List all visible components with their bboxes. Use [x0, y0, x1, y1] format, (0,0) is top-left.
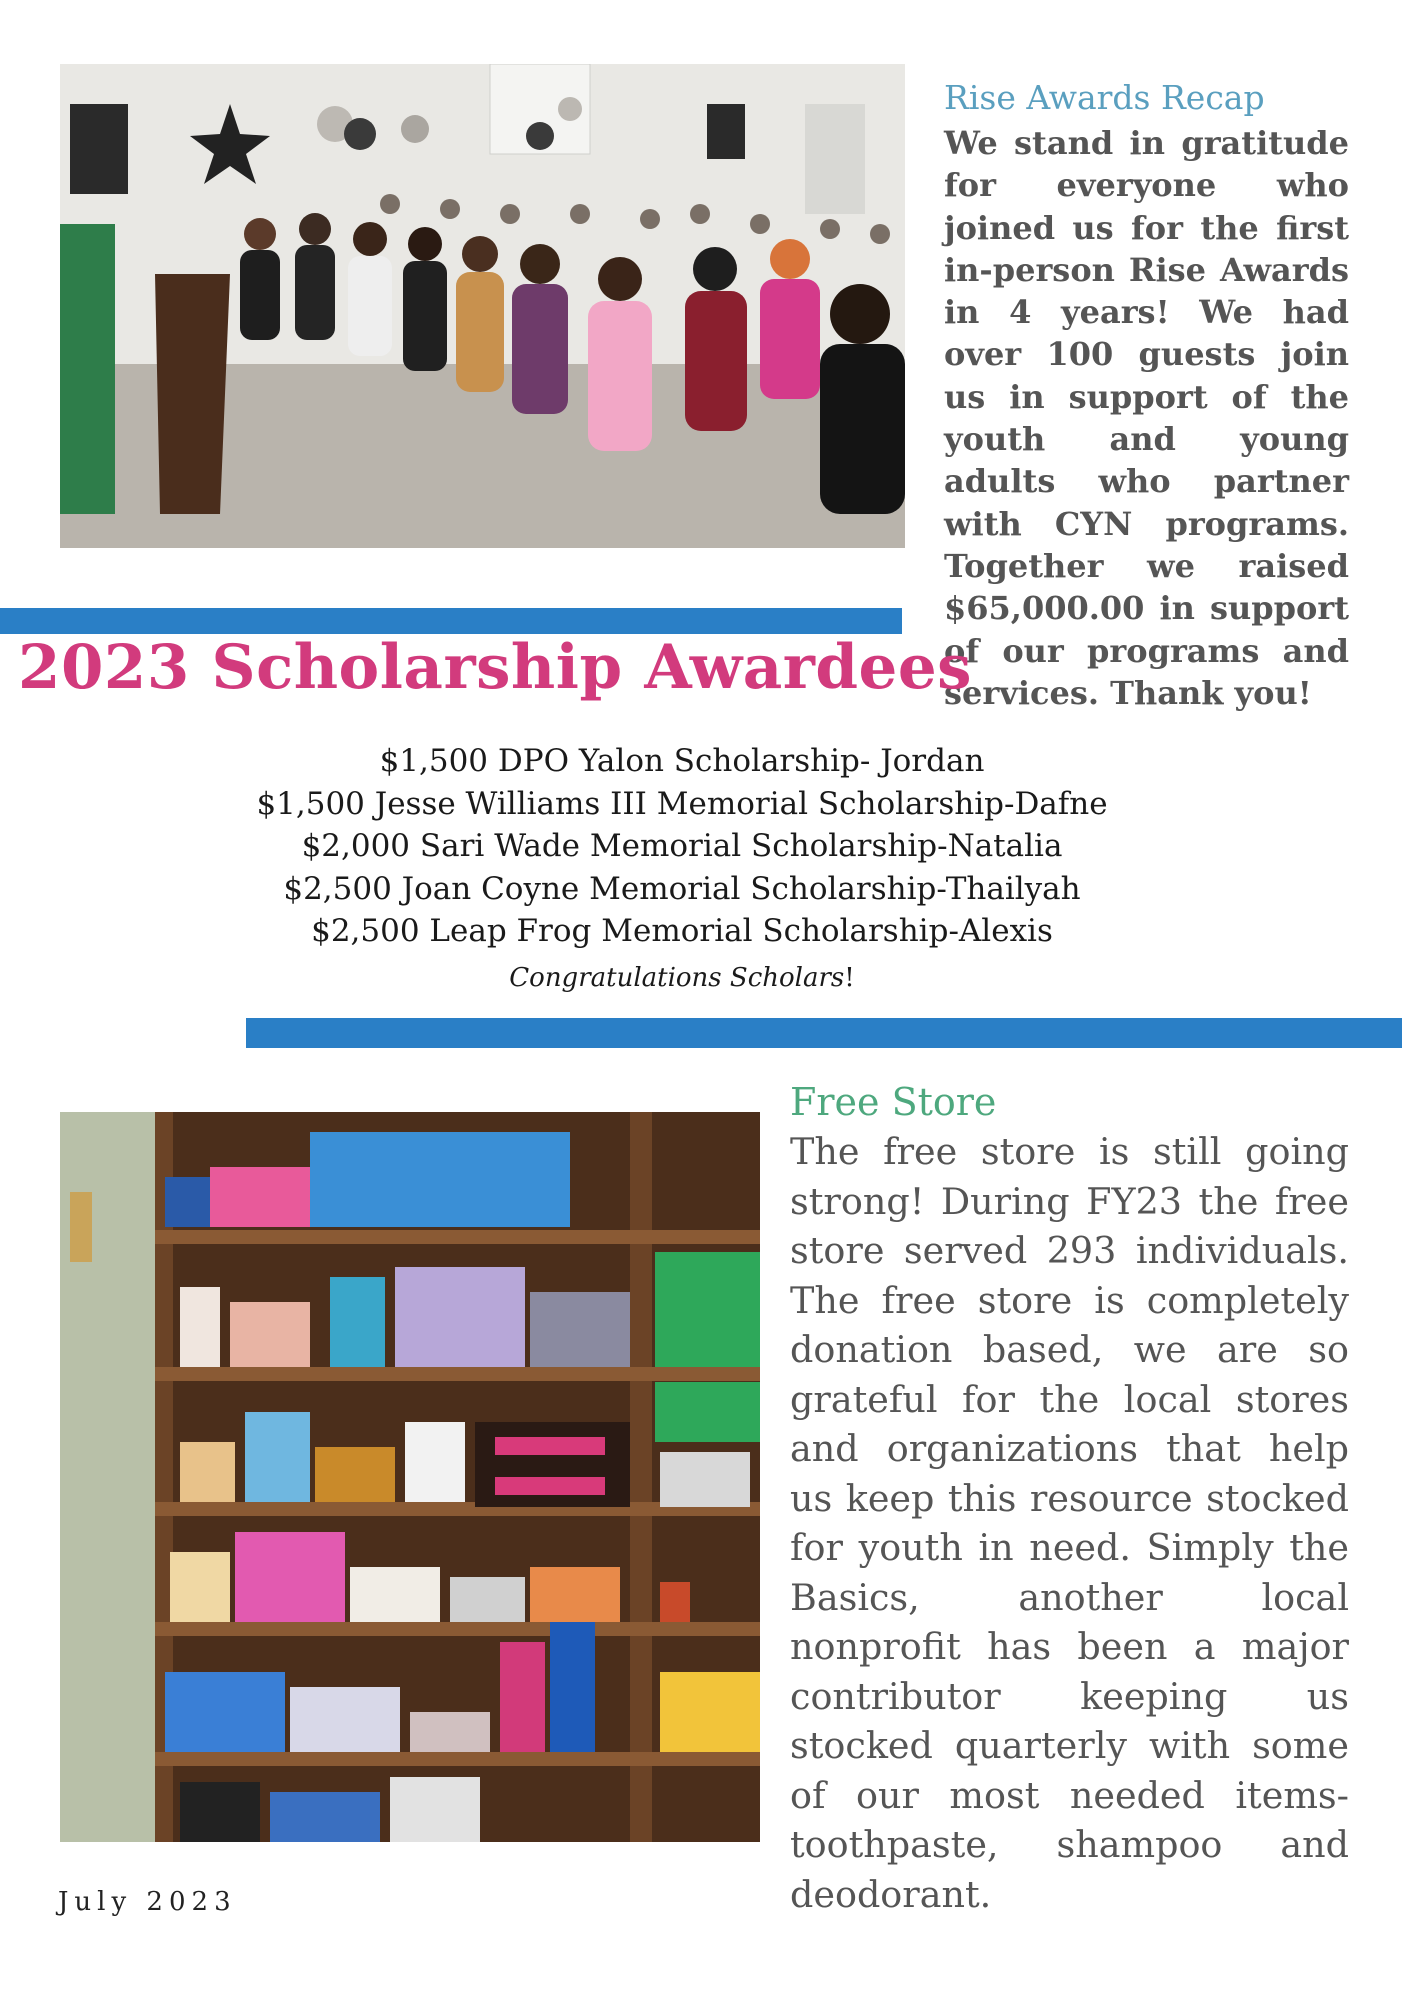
congrats-italic: Congratulations Scholars — [509, 963, 845, 993]
congrats-text — [160, 963, 1204, 993]
divider-bar — [0, 608, 902, 634]
divider-bar — [246, 1018, 1402, 1048]
rise-awards-body: We stand in gratitude for everyone who joined us for the first in-person Rise Awards in 4 years! We had over 100 guests join us in support of the youth and young adults who partner with CYN programs. Together we raised $65,000.00 in support of our programs and services. Thank you! — [944, 124, 1349, 712]
event-photo — [60, 64, 905, 548]
scholarship-list — [160, 740, 1204, 953]
scholarship-item: $2,000 Sari Wade Memorial Scholarship-Natalia — [301, 828, 1063, 864]
free-store-body: The free store is still going strong! During FY23 the free store served 293 individuals. The free store is completely donation based, we are so grateful for the local stores and organizations that help us keep this resource stocked for youth in need. Simply the Basics, another local nonprofit has been a major contributor keeping us stocked quarterly with some of our most needed items-toothpaste, shampoo and deodorant. — [790, 1130, 1349, 1916]
free-store-photo — [60, 1112, 760, 1842]
scholarship-title: 2023 Scholarship Awardees — [18, 632, 972, 703]
scholarship-item: $1,500 DPO Yalon Scholarship- Jordan — [379, 743, 985, 779]
scholarship-item: $2,500 Leap Frog Memorial Scholarship-Alexis — [311, 913, 1053, 949]
congrats-end: ! — [844, 963, 855, 993]
rise-awards-heading: Rise Awards Recap — [944, 78, 1265, 117]
free-store-heading: Free Store — [790, 1080, 997, 1124]
scholarship-item: $1,500 Jesse Williams III Memorial Scholarship-Dafne — [256, 785, 1108, 822]
footer-date: July 2023 — [58, 1887, 237, 1917]
scholarship-item: $2,500 Joan Coyne Memorial Scholarship-Thailyah — [283, 870, 1081, 907]
